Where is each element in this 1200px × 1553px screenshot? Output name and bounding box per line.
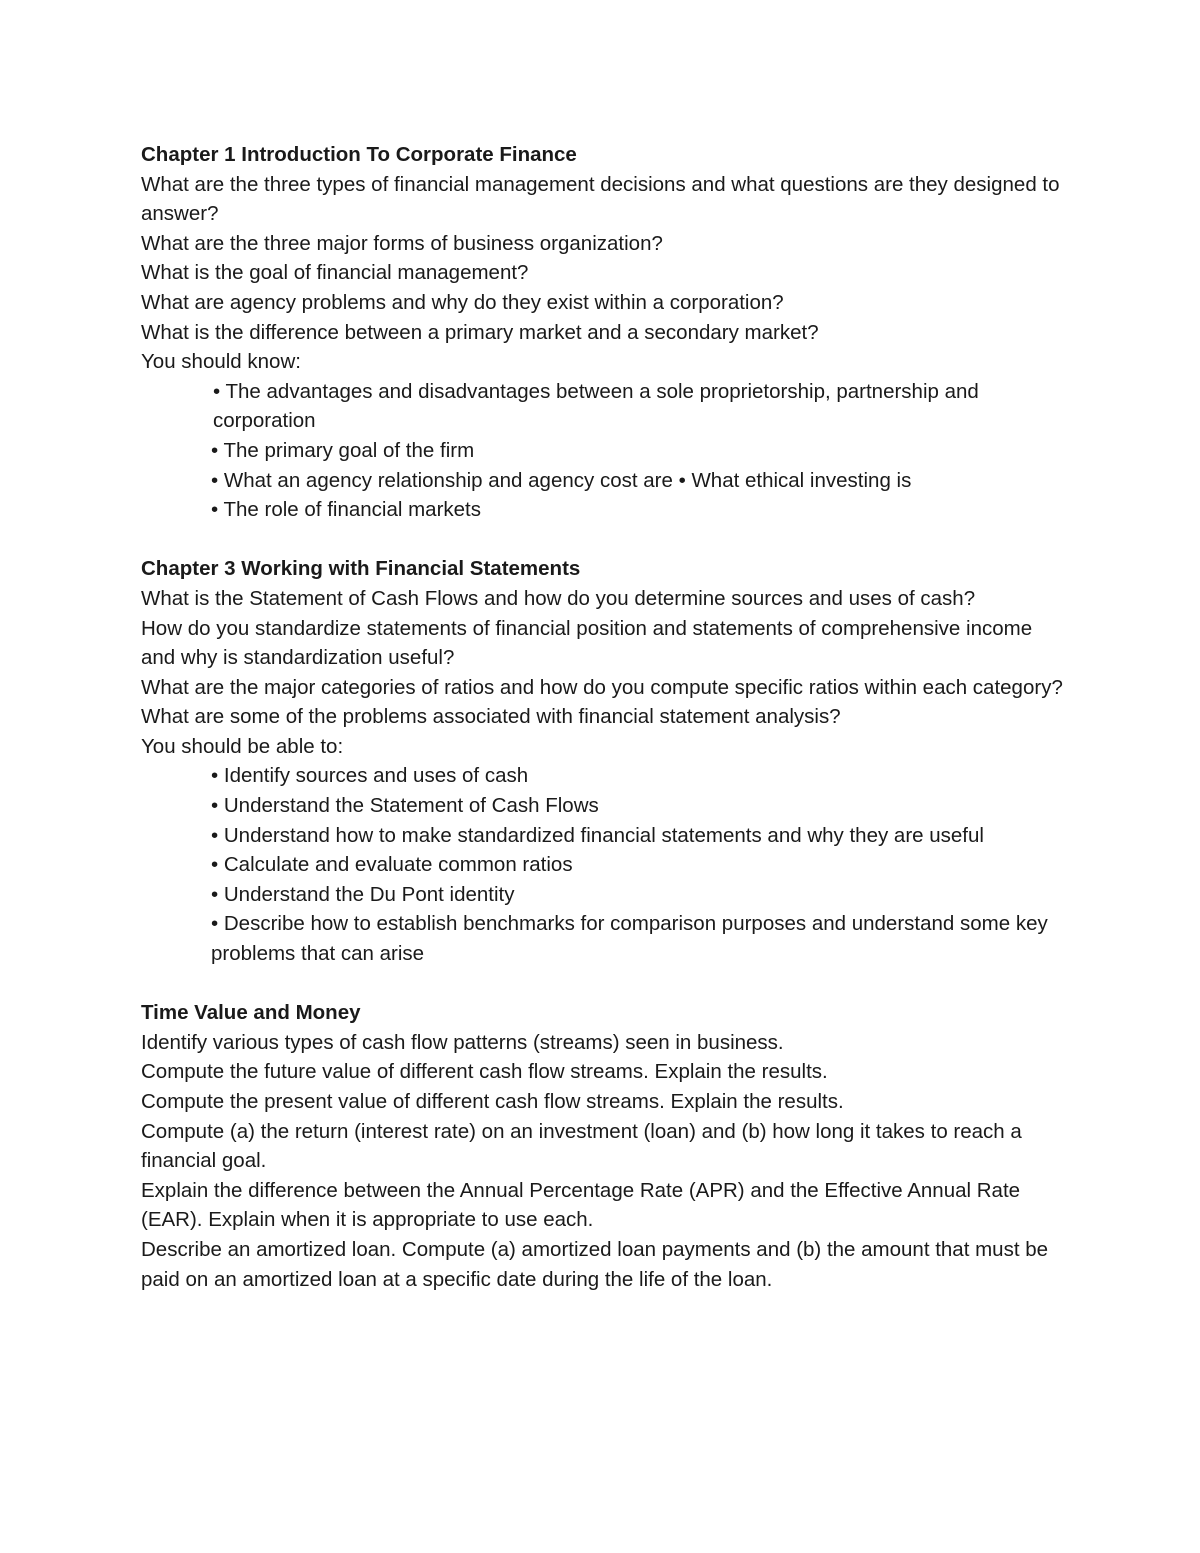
question-line: What is the Statement of Cash Flows and how do you determine sources and uses of cash?: [141, 586, 976, 610]
objective-line: Describe an amortized loan. Compute (a) amortized loan payments and (b) the amount that must be paid on an amortized loan at a specific date during the life of the loan.: [141, 1237, 1049, 1291]
objective-line: Identify various types of cash flow patterns (streams) seen in business.: [141, 1030, 784, 1054]
question-line: What are the major categories of ratios and how do you compute specific ratios within each category?: [141, 675, 1063, 699]
question-line: What is the goal of financial management?: [141, 261, 529, 285]
objective-line: Compute the present value of different cash flow streams. Explain the results.: [141, 1090, 844, 1113]
intro-line: You should be able to:: [141, 734, 344, 758]
bullet-item: • Identify sources and uses of cash: [211, 764, 529, 788]
objective-line: Compute (a) the return (interest rate) on an investment (loan) and (b) how long it takes to reach a financial goal.: [141, 1119, 1022, 1173]
bullet-item: • Calculate and evaluate common ratios: [211, 853, 573, 877]
bullet-item: • What an agency relationship and agency cost are • What ethical investing is: [211, 468, 912, 492]
section-chapter-3: [141, 554, 1071, 968]
question-line: What are agency problems and why do they exist within a corporation?: [141, 290, 784, 314]
bullet-item: • The primary goal of the firm: [211, 438, 475, 462]
question-line: What is the difference between a primary market and a secondary market?: [141, 320, 819, 344]
document-page: [141, 140, 1071, 1294]
objective-line: Explain the difference between the Annual Percentage Rate (APR) and the Effective Annual Rate (EAR). Explain when it is appropriate to use each.: [141, 1178, 1021, 1232]
question-line: What are some of the problems associated with financial statement analysis?: [141, 705, 841, 729]
bullet-item: • Understand the Du Pont identity: [211, 882, 515, 906]
question-line: What are the three major forms of business organization?: [141, 231, 663, 255]
bullet-list: [141, 761, 1071, 968]
bullet-item: • The advantages and disadvantages between a sole proprietorship, partnership and corporation: [213, 379, 979, 433]
bullet-item: • The role of financial markets: [211, 498, 482, 522]
bullet-item: • Understand the Statement of Cash Flows: [211, 794, 599, 818]
section-chapter-1: [141, 140, 1071, 525]
objective-line: Compute the future value of different cash flow streams. Explain the results.: [141, 1060, 828, 1084]
intro-line: You should know:: [141, 350, 301, 374]
question-line: How do you standardize statements of financial position and statements of comprehensive income and why is standardization useful?: [141, 616, 1033, 670]
section-heading: Chapter 3 Working with Financial Statements: [141, 557, 581, 581]
bullet-list: [141, 377, 1071, 525]
question-line: What are the three types of financial management decisions and what questions are they designed to answer?: [141, 172, 1060, 226]
bullet-item: • Understand how to make standardized financial statements and why they are useful: [211, 823, 984, 847]
section-heading: Time Value and Money: [141, 1001, 361, 1025]
bullet-item: • Describe how to establish benchmarks for comparison purposes and understand some key problems that can arise: [211, 912, 1048, 966]
section-heading: Chapter 1 Introduction To Corporate Finance: [141, 143, 577, 166]
section-time-value: [141, 998, 1071, 1294]
